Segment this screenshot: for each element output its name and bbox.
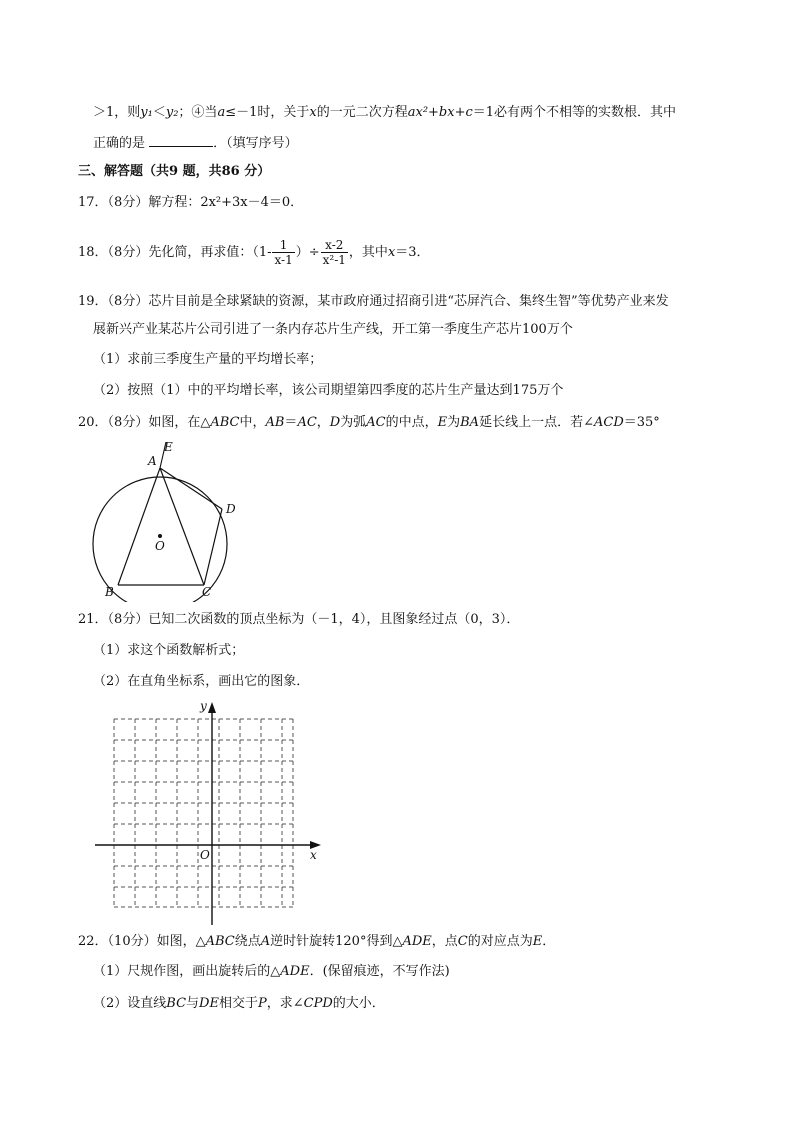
q22-text-part: （2）设直线 <box>93 996 167 1011</box>
circle-diagram <box>90 436 250 602</box>
q16-line1 <box>93 103 676 123</box>
q16-var-y1: y₁ <box>140 105 153 120</box>
q18-text: ）÷ <box>295 245 320 260</box>
q20-var: E <box>437 415 448 430</box>
q18-fraction-2 <box>321 238 348 267</box>
label-a: A <box>148 454 157 468</box>
y-axis-arrow <box>208 702 216 713</box>
chord-dc <box>204 509 222 585</box>
q18-text: ＝3． <box>395 245 430 260</box>
q22-text-part: 的大小． <box>332 996 385 1011</box>
q16-text: ＞1，则 <box>93 105 141 120</box>
label-d: D <box>226 502 236 516</box>
q16-text: 的一元二次方程 <box>316 105 408 120</box>
q16-text: 正确的是 <box>93 136 146 151</box>
label-o: O <box>155 539 165 553</box>
q21-sub2: （2）在直角坐标系，画出它的图象． <box>93 674 310 689</box>
q22-var: BC <box>166 996 187 1011</box>
q16-text: ＝1必有两个不相等的实数根．其中 <box>472 105 677 120</box>
q16-var-a: a <box>217 105 226 120</box>
q17: 17．（8分）解方程：2x²+3x－4＝0． <box>78 195 304 210</box>
q16-equation: ax²+bx+c <box>407 105 473 120</box>
q22-text-part: 绕点 <box>234 934 261 949</box>
q22-text-part: ，点 <box>431 934 458 949</box>
q22-var: P <box>257 996 267 1011</box>
q20-text-part: 延长线上一点．若∠ <box>479 415 594 430</box>
q22-text-part: 逆时针旋转120°得到△ <box>270 934 403 949</box>
fraction-denominator: x²-1 <box>322 253 346 267</box>
q22-var: DE <box>199 996 219 1011</box>
q19-line1: 19．（8分）芯片目前是全球紧缺的资源，某市政府通过招商引进“芯屏汽合、集终生智”等优势产业来发 <box>78 294 669 309</box>
q16-var-y2: y₂ <box>165 105 179 120</box>
origin-label: O <box>200 848 210 862</box>
q20-circle-figure <box>90 436 250 606</box>
q22-text <box>78 932 555 952</box>
coordinate-grid <box>92 697 332 927</box>
q16-line2 <box>93 132 298 154</box>
q22-text-part: ，求∠ <box>266 996 304 1011</box>
fraction-denominator: x-1 <box>274 253 293 267</box>
q19-sub2: （2）按照（1）中的平均增长率，该公司期望第四季度的芯片生产量达到175万个 <box>93 383 564 398</box>
q16-text: ．（填写序号） <box>213 136 298 151</box>
q22-var: ADE <box>280 964 310 979</box>
chord-ad <box>160 468 222 509</box>
q20-var: BA <box>460 415 480 430</box>
q22-var: ABC <box>205 934 235 949</box>
q20-text-part: 为 <box>447 415 461 430</box>
q20-text-part: ＝ <box>284 415 298 430</box>
q20-text-part: 20．（8分）如图，在△ <box>78 415 211 430</box>
q18-text: ，其中 <box>348 245 388 260</box>
q20-text-part: 的中点， <box>385 415 438 430</box>
label-e: E <box>164 440 173 454</box>
q22-text-part: ．(保留痕迹，不写作法) <box>309 964 450 979</box>
q22-text-part: （1）尺规作图，画出旋转后的△ <box>93 964 281 979</box>
center-point <box>158 534 162 538</box>
q22-text-part: 相交于 <box>218 996 258 1011</box>
q20-var: D <box>329 415 341 430</box>
x-axis-label: x <box>310 848 317 862</box>
q19-line2: 展新兴产业某芯片公司引进了一条内存芯片生产线，开工第一季度生产芯片100万个 <box>93 322 573 337</box>
q20-text <box>78 413 660 433</box>
q20-var: AC <box>297 415 317 430</box>
dashed-grid <box>114 719 293 907</box>
q22-text-part: 的对应点为 <box>467 934 533 949</box>
q20-var: ACD <box>593 415 624 430</box>
q22-sub2 <box>93 994 385 1014</box>
q20-var: AC <box>366 415 386 430</box>
q20-var: ABC <box>210 415 240 430</box>
q21-sub1: （1）求这个函数解析式； <box>93 643 245 658</box>
q16-text: ；④当 <box>178 105 218 120</box>
q22-var: C <box>457 934 468 949</box>
q20-text-part: 中， <box>239 415 266 430</box>
q16-text: ＜ <box>152 105 166 120</box>
section-title: 三、解答题（共9 题，共86 分） <box>78 164 271 179</box>
q20-var: AB <box>265 415 285 430</box>
q21-text: 21．（8分）已知二次函数的顶点坐标为（－1，4），且图象经过点（0，3）． <box>78 612 520 627</box>
q16-text: ≤－1时，关于 <box>225 105 310 120</box>
q22-var: A <box>260 934 271 949</box>
q22-var: ADE <box>402 934 432 949</box>
q20-text-part: ＝35° <box>623 415 660 430</box>
q20-text-part: ， <box>316 415 330 430</box>
y-axis-label: y <box>200 699 207 713</box>
q18-text: 18．（8分）先化简，再求值：（1- <box>78 245 272 260</box>
q18-var-x: x <box>387 245 396 260</box>
q22-text-part: ． <box>542 934 556 949</box>
q22-text-part: 22．（10分）如图，△ <box>78 934 206 949</box>
fraction-numerator: x-2 <box>321 238 348 253</box>
side-ac <box>160 468 204 585</box>
q22-var: E <box>532 934 543 949</box>
fraction-numerator: 1 <box>272 238 294 253</box>
q18-fraction-1 <box>272 238 294 267</box>
label-b: B <box>105 585 114 599</box>
answer-blank[interactable] <box>149 132 213 147</box>
q16-var-x: x <box>309 105 317 120</box>
q19-sub1: （1）求前三季度生产量的平均增长率； <box>93 352 323 367</box>
q22-text-part: 与 <box>186 996 200 1011</box>
label-c: C <box>202 585 212 599</box>
q21-grid-figure <box>92 697 332 931</box>
q18 <box>78 236 430 270</box>
side-ab <box>118 468 160 585</box>
q22-var: CPD <box>303 996 333 1011</box>
q22-sub1 <box>93 962 450 982</box>
q20-text-part: 为弧 <box>340 415 367 430</box>
